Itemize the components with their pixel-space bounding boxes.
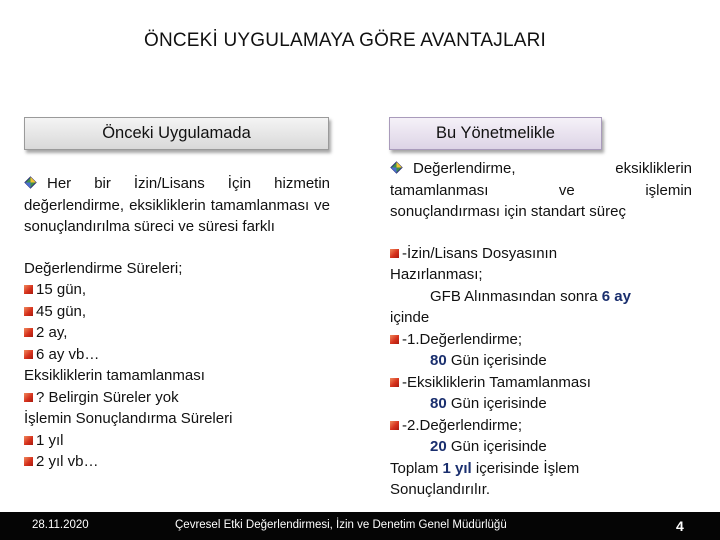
new-intro-line-2: tamamlanması ve işlemin <box>390 181 692 199</box>
square-bullet-icon <box>390 335 399 344</box>
step-first-evaluation: -1.Değerlendirme; <box>390 329 692 351</box>
step-dossier-preparation-cont: Hazırlanması; <box>390 266 483 283</box>
deficiency-label: Eksikliklerin tamamlanması <box>24 367 205 384</box>
previous-intro-paragraph <box>24 173 330 238</box>
square-bullet-icon <box>24 350 33 359</box>
list-item: 2 ay, <box>24 322 330 344</box>
square-bullet-icon <box>390 249 399 258</box>
highlight-duration: 6 ay <box>601 287 631 305</box>
list-item: 15 gün, <box>24 279 330 301</box>
square-bullet-icon <box>24 457 33 466</box>
highlight-duration: 80 <box>430 352 447 369</box>
new-intro-line-1: Değerlendirme, eksikliklerin <box>390 158 692 180</box>
footer-organization: Çevresel Etki Değerlendirmesi, İzin ve Denetim Genel Müdürlüğü <box>175 519 507 531</box>
result-durations-label: İşlemin Sonuçlandırma Süreleri <box>24 410 233 427</box>
slide-title: ÖNCEKİ UYGULAMAYA GÖRE AVANTAJLARI <box>143 30 547 51</box>
square-bullet-icon <box>24 436 33 445</box>
previous-practice-header: Önceki Uygulamada <box>24 117 329 150</box>
list-item: 2 yıl vb… <box>24 451 330 473</box>
step-second-evaluation-duration: 20 Gün içerisinde <box>430 438 547 455</box>
new-regulation-header: Bu Yönetmelikle <box>389 117 602 150</box>
list-item: 45 gün, <box>24 301 330 323</box>
step-first-evaluation-duration: 80 Gün içerisinde <box>430 352 547 369</box>
page-number: 4 <box>676 518 684 534</box>
previous-practice-column <box>24 173 330 473</box>
list-item: 1 yıl <box>24 430 330 452</box>
square-bullet-icon <box>24 393 33 402</box>
new-intro-line-3: sonuçlandırması için standart süreç <box>390 203 626 220</box>
step-deficiency-completion: -Eksikliklerin Tamamlanması <box>390 372 692 394</box>
step-dossier-duration-end: içinde <box>390 309 430 326</box>
square-bullet-icon <box>24 307 33 316</box>
highlight-duration: 1 yıl <box>442 459 472 477</box>
highlight-duration: 80 <box>430 395 447 412</box>
footer-bar <box>0 512 720 540</box>
step-dossier-duration: GFB Alınmasından sonra 6 ay <box>430 287 631 305</box>
step-second-evaluation: -2.Değerlendirme; <box>390 415 692 437</box>
list-item: 6 ay vb… <box>24 344 330 366</box>
new-regulation-column <box>390 158 692 501</box>
total-duration-end: Sonuçlandırılır. <box>390 481 491 498</box>
highlight-duration: 20 <box>430 438 447 455</box>
square-bullet-icon <box>390 421 399 430</box>
total-duration: Toplam 1 yıl içerisinde İşlem <box>390 459 580 477</box>
footer-date: 28.11.2020 <box>32 519 89 531</box>
square-bullet-icon <box>24 285 33 294</box>
diamond-bullet-icon <box>24 176 37 189</box>
diamond-bullet-icon <box>390 161 403 174</box>
step-dossier-preparation: -İzin/Lisans Dosyasının <box>390 243 692 265</box>
previous-intro-text: Her bir İzin/Lisans İçin hizmetin değerlendirme, eksikliklerin tamamlanması ve sonuçlandırılma süreci ve süresi farklı <box>24 175 330 235</box>
durations-label: Değerlendirme Süreleri; <box>24 259 183 277</box>
list-item: ? Belirgin Süreler yok <box>24 387 330 409</box>
square-bullet-icon <box>390 378 399 387</box>
square-bullet-icon <box>24 328 33 337</box>
step-deficiency-duration: 80 Gün içerisinde <box>430 395 547 412</box>
